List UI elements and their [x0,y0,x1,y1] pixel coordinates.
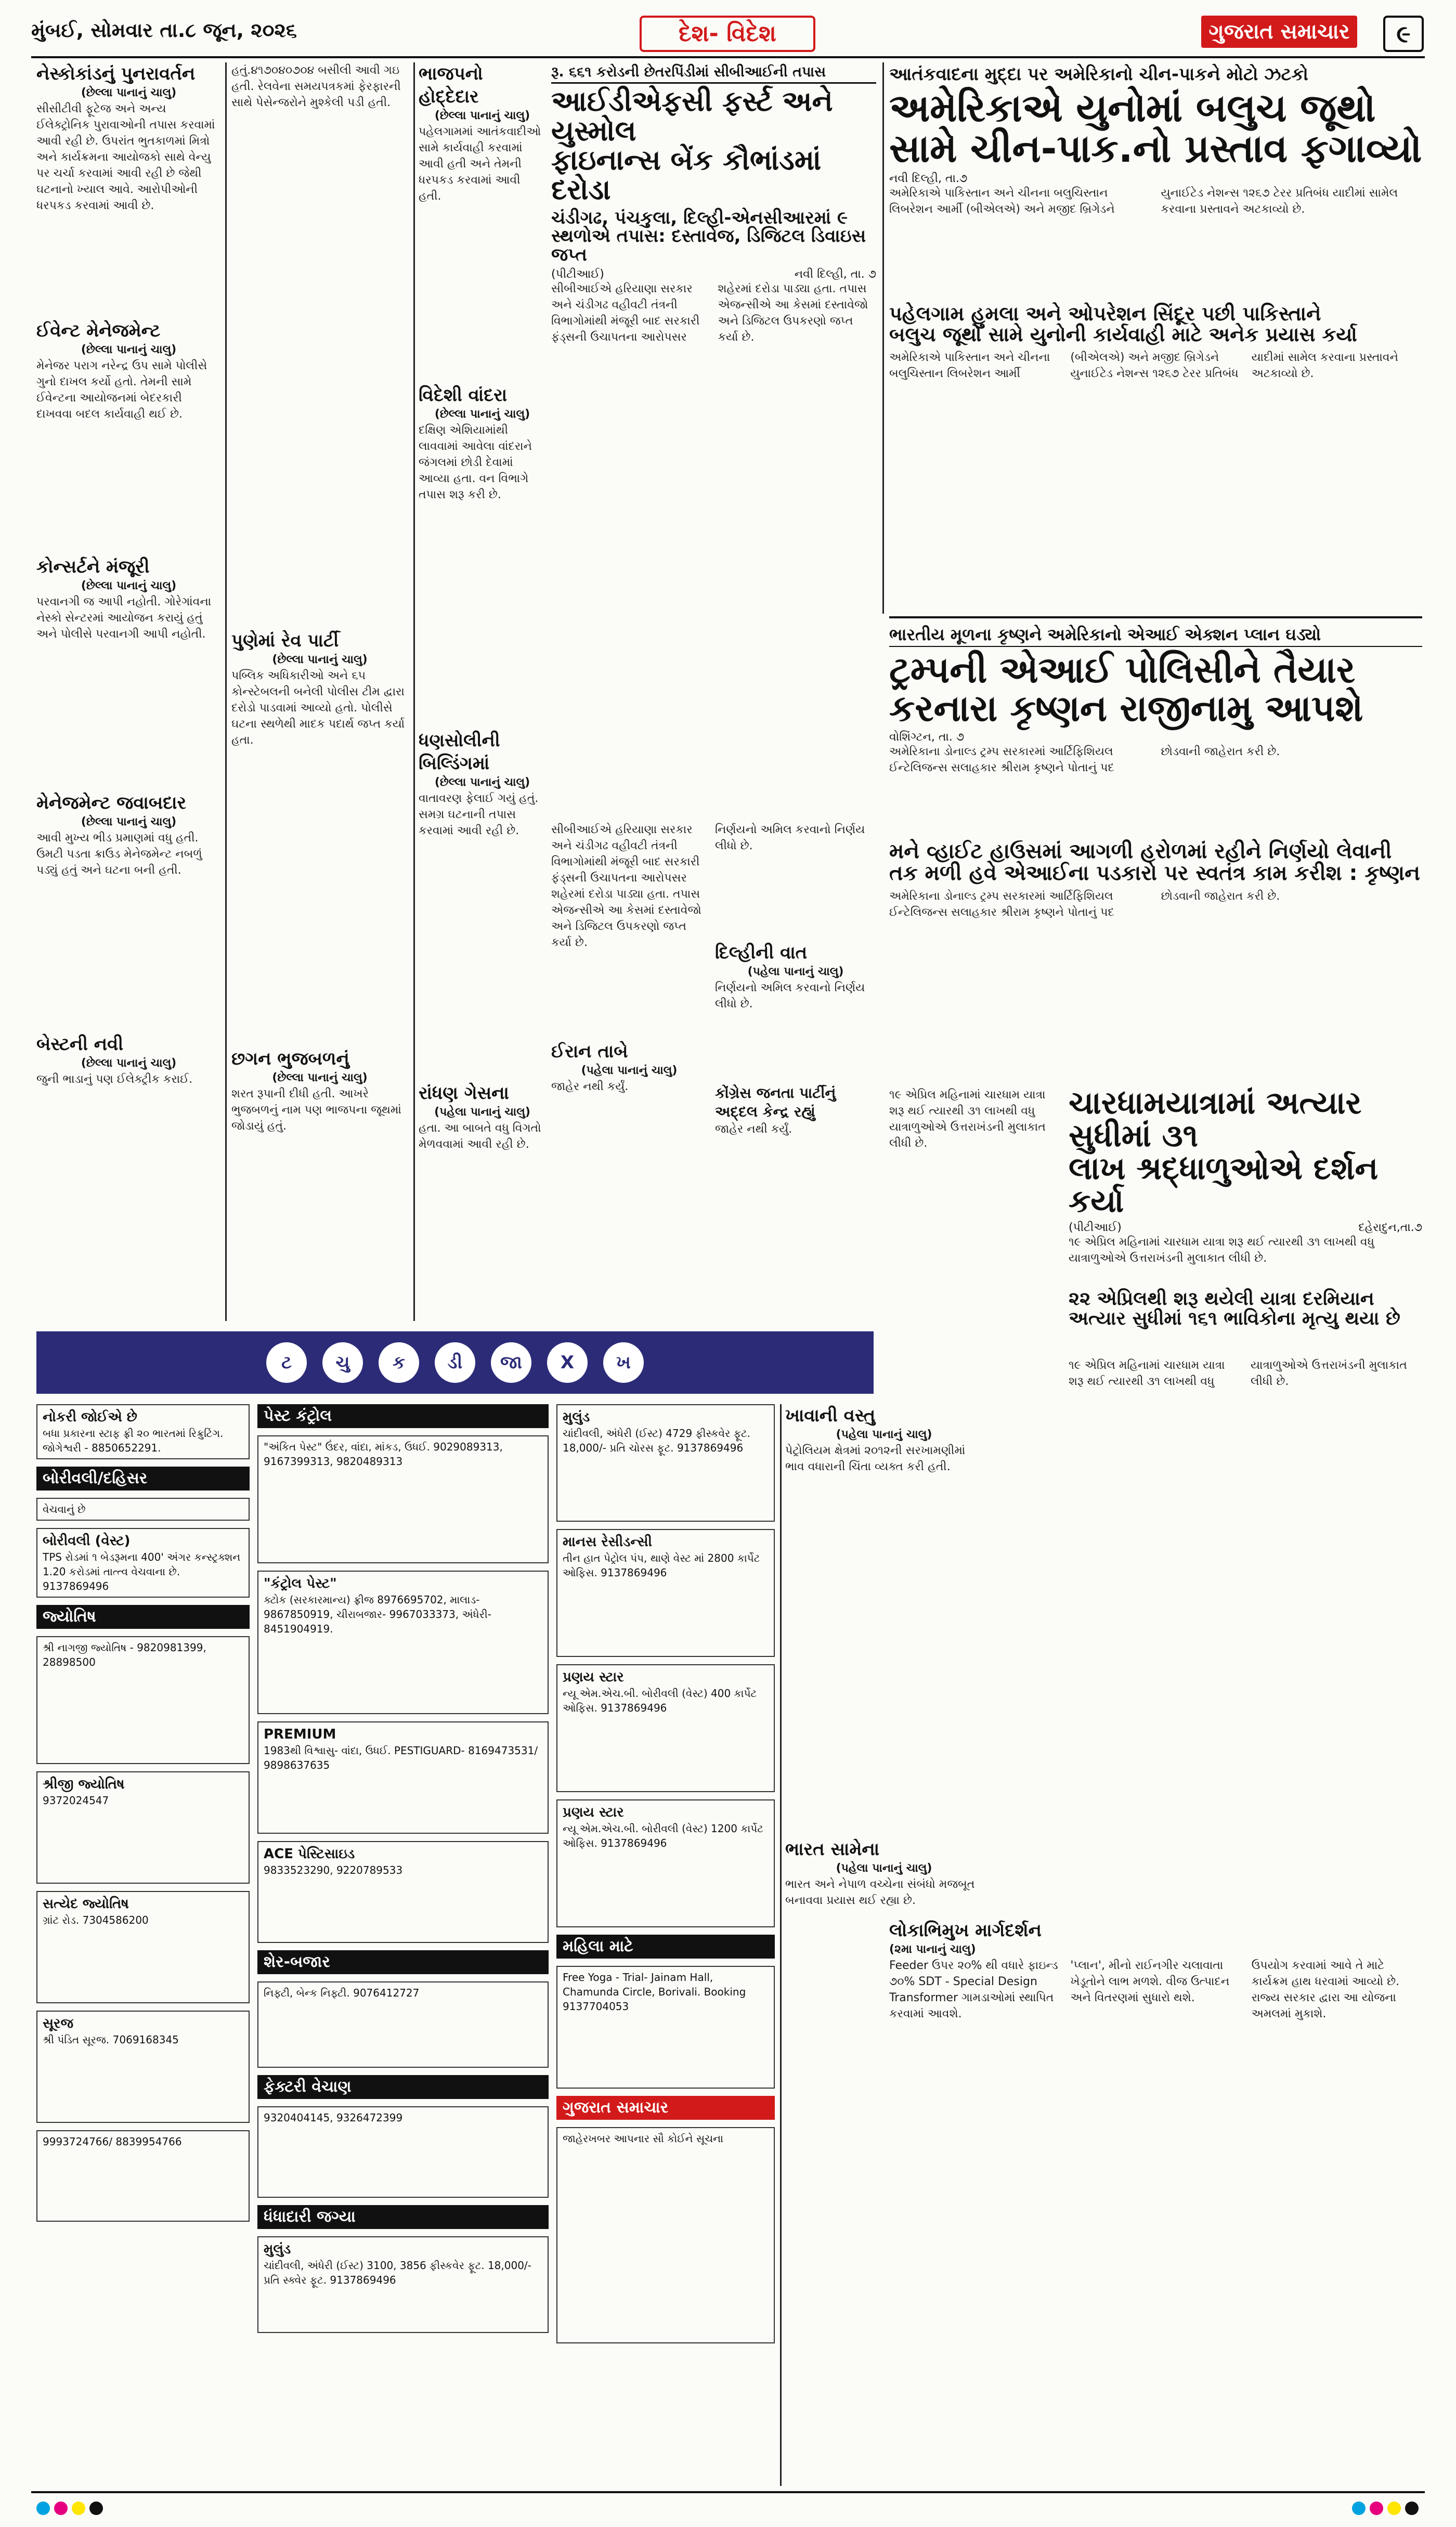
column-1 [36,62,221,1103]
article-text: ભારત અને નેપાળ વચ્ચેના સંબંધો મજબૂત બનાવવા પ્રયાસ થઈ રહ્યા છે. [785,1878,975,1907]
headline-line: ફાઇનાન્સ બેંક કૌભાંડમાં દરોડા [551,144,822,206]
article-text: વાતાવરણ ફેલાઈ ગયું હતું. સમગ્ર ઘટનાની તપાસ કરવામાં આવી રહી છે. [419,792,539,837]
column-divider [780,1404,782,2486]
story-subhead [889,304,1422,345]
headline-line: ટ્રમ્પની એઆઈ પોલિસીને તૈયાર [889,649,1356,691]
classified-ad: શ્રી નાગજી જ્યોતિષ - 9820981399, 28898500 [36,1636,250,1764]
classified-ad: સૂરજ શ્રી પંડિત સૂરજ. 7069168345 [36,2011,250,2123]
story-subhead: ૨૨ એપ્રિલથી શરૂ થયેલી યાત્રા દરમિયાન અત્યાર સુધીમાં ૧૬૧ ભાવિકોના મૃત્યુ થયા છે [1069,1288,1400,1329]
banner-letter: ડી [435,1342,475,1383]
continued-label: (છેલ્લા પાનાનું ચાલુ) [434,776,530,789]
article-heading: વિદેશી વાંદરા [419,385,508,406]
cyan-dot [36,2502,50,2515]
column-3 [419,62,546,1255]
subhead-line: પહેલગામ હુમલા અને ઓપરેશન સિંદૂર પછી પાકિસ્તાને [889,302,1321,326]
classified-heading: મહિલા માટે [556,1935,775,1959]
continued-label: (પહેલા પાનાનું ચાલુ) [581,1064,678,1077]
classified-ad: સત્યેદ જ્યોતિષ ગ્રાંટ રોડ. 7304586200 [36,1891,250,2003]
article-heading: દિલ્હીની વાત [715,942,808,963]
article-text: મેનેજર પરાગ નરેન્દ્ર ઉપ સામે પોલીસે ગુનો દાખલ કર્યો હતો. તેમની સામે ઈવેન્ટના આયોજનમાં બેદરકારી દાખવવા બદલ કાર્યવાહી થઈ છે. [36,359,207,421]
article-text: હતું.૪૧૭૦૪૦૭૦૪ બસીલી આવી ગઇ હતી. રેલવેના સમયપત્રકમાં ફેરફારની સાથે પેસેન્જરોને મુશ્કેલી પડી હતી. [231,64,401,109]
article-heading: નેસ્કોકાંડનું પુનરાવર્તન [36,63,196,84]
lead-body: સીબીઆઈએ હરિયાણા સરકાર અને ચંડીગઢ વહીવટી તંત્રની વિભાગોમાંથી મંજૂરી બાદ સરકારી ફંડ્સની ઉચાપતના આરોપસર શહેરમાં દરોડા પાડ્યા હતા. તપાસ એજન્સીએ આ કેસમાં દસ્તાવેજો અને ડિજિટલ ઉપકરણો જપ્ત કર્યા છે. [551,282,868,344]
section-rule [889,616,1422,618]
classified-ad: 9320404145, 9326472399 [257,2106,549,2198]
article-heading: ભાજપનો હોદ્દેદાર [419,63,483,107]
magenta-dot [1370,2502,1383,2515]
continued-label: (પહેલા પાનાનું ચાલુ) [836,1428,932,1441]
article-text: હતા. આ બાબતે વધુ વિગતો મેળવવામાં આવી રહી છે. [419,1122,541,1151]
classified-ad: "કંટ્રોલ પેસ્ટ" ક્ટોક (સરકારમાન્ય) ફ્રીજ 8976695702, માલાડ- 9867850919, ચીરાબજાર- 9967033373, અંધેરી- 8451904919. [257,1571,549,1714]
magenta-dot [54,2502,68,2515]
dateline: વોશિંગ્ટન, તા. ૭ [889,731,965,744]
story-body: ૧૯ એપ્રિલ મહિનામાં ચારધામ યાત્રા શરૂ થઈ ત્યારથી ૩૧ લાખથી વધુ યાત્રાળુઓએ ઉત્તરાખંડની મુલાકાત લીધી છે. [1069,1359,1407,1388]
article-heading: મેનેજમેન્ટ જવાબદાર [36,793,187,813]
subhead-line: સ્થળોએ તપાસ: દસ્તાવેજ, ડિજિટલ ડિવાઇસ જપ્ત [551,226,866,266]
pull-quote: મને વ્હાઈટ હાઉસમાં આગળી હરોળમાં રહીને નિર્ણયો લેવાની તક મળી હવે એઆઈના પડકારો પર સ્વતંત્ર કામ કરીશ : કૃષ્ણન [889,839,1420,885]
classified-heading: ધંધાદારી જગ્યા [257,2205,549,2229]
continued-label: (છેલ્લા પાનાનું ચાલુ) [81,86,177,99]
continued-label: (છેલ્લા પાનાનું ચાલુ) [81,815,177,828]
article-text: નિર્ણયનો અમિલ કરવાનો નિર્ણય લીધો છે. [715,823,865,852]
story-body: અમેરિકાના ડોનાલ્ડ ટ્રમ્પ સરકારમાં આર્ટિફિશિયલ ઈન્ટેલિજન્સ સલાહકાર શ્રીરામ કૃષ્ણને પોતાનું પદ છોડવાની જાહેરાત કરી છે. [889,890,1280,919]
classifieds-col-3 [556,1404,775,2486]
classified-ad: જાહેરખબર આપનાર સૌ કોઈને સૂચના [556,2127,775,2343]
headline-line: અમેરિકાએ યુનોમાં બલુચ જૂથો [889,86,1376,131]
classified-banner [36,1331,874,1394]
dateline: નવી દિલ્હી, તા. ૭ [794,267,876,281]
article-heading: કોન્સર્ટને મંજૂરી [36,556,150,577]
article-heading: ઈવેન્ટ મેનેજમેન્ટ [36,320,161,341]
classified-ad: મુલુંડ ચાંદીવલી, અંધેરી (ઈસ્ટ) 3100, 3856 ફીસ્કવેર ફૂટ. 18,000/- પ્રતિ સ્ક્વેર ફૂટ. 9137869496 [257,2236,549,2333]
section-title: દેશ- વિદેશ [640,16,815,52]
story-head-block [1069,1087,1422,1329]
classified-ad: પ્રણય સ્ટાર ન્યૂ એમ.એચ.બી. બોરીવલી (વેસ્ટ) 1200 કાર્પેટ ઓફિસ. 9137869496 [556,1799,775,1927]
story-kicker: ભારતીય મૂળના કૃષ્ણને અમેરિકાનો એઆઈ એક્શન પ્લાન ઘડ્યો [889,623,1422,647]
article-heading: કોંગ્રેસ જનતા પાર્ટીનું [715,1084,836,1101]
edition-date: મુંબઈ, સોમવાર તા.૮ જૂન, ૨૦૨૬ [31,19,297,42]
story-body: ૧૯ એપ્રિલ મહિનામાં ચારધામ યાત્રા શરૂ થઈ ત્યારથી ૩૧ લાખથી વધુ યાત્રાળુઓએ ઉત્તરાખંડની મુલાકાત લીધી છે. [889,1088,1046,1150]
lead-story [551,62,876,593]
footer-rule [31,2491,1425,2493]
classified-ad: માનસ રેસીડન્સી તીન હાત પેટ્રોલ પંપ, થાણે વેસ્ટ માં 2800 કાર્પેટ ઓફિસ. 9137869496 [556,1529,775,1657]
column-2 [231,62,408,1242]
lead-kicker: રૂ. ૬૬૧ કરોડની છેતરપિંડીમાં સીબીઆઈની તપાસ [551,62,876,84]
lead-subhead [551,209,876,265]
continued-label: (છેલ્લા પાનાનું ચાલુ) [434,109,530,122]
article-text: જુની ભાડાનું પણ ઈલેક્ટ્રીક કરાઈ. [36,1073,193,1086]
story-headline [889,651,1422,728]
classified-ad: પ્રણય સ્ટાર ન્યૂ એમ.એચ.બી. બોરીવલી (વેસ્ટ) 400 કાર્પેટ ઓફિસ. 9137869496 [556,1664,775,1792]
black-dot [89,2502,103,2515]
article-text: 'પ્લાન', મીનો રાઈનગીર ચલાવાતા ખેડૂતોને લાભ મળશે. વીજ ઉત્પાદન અને વિતરણમાં સુધારો થશે. [1070,1959,1230,2004]
continued-label: (પહેલા પાનાનું ચાલુ) [747,965,844,978]
article-text: સીબીઆઈએ હરિયાણા સરકાર અને ચંડીગઢ વહીવટી તંત્રની વિભાગોમાંથી મંજૂરી બાદ સરકારી ફંડ્સની ઉચાપતના આરોપસર શહેરમાં દરોડા પાડ્યા હતા. તપાસ એજન્સીએ આ કેસમાં દસ્તાવેજો અને ડિજિટલ ઉપકરણો જપ્ત કર્યા છે. [551,823,701,949]
article-heading: લોકાભિમુખ માર્ગદર્શન [889,1920,1042,1941]
continued-label: (છેલ્લા પાનાનું ચાલુ) [434,408,530,421]
yellow-dot [1387,2502,1401,2515]
banner-letter: ક [379,1342,419,1383]
article-text: પબ્લિક અધિકારીઓ અને ૬૫ કોન્સ્ટેબલની બનેલી પોલીસ ટીમ દ્વારા દરોડો પાડવામાં આવ્યો હતો. પોલીસે ઘટના સ્થળેથી માદક પદાર્થ જપ્ત કર્યા હતા. [231,669,405,747]
article-heading: બેસ્ટની નવી [36,1034,124,1055]
classified-ad: ACE પેસ્ટિસાઇડ 9833523290, 9220789533 [257,1841,549,1943]
dateline: નવી દિલ્હી, તા.૭ [889,172,968,186]
classified-ad: નિફ્ટી, બેન્ક નિફ્ટી. 9076412727 [257,1981,549,2068]
banner-letter: X [547,1342,588,1383]
continued-label: (પહેલા પાનાનું ચાલુ) [836,1862,932,1875]
classified-heading: ફેક્ટરી વેચાણ [257,2075,549,2099]
classified-ad: PREMIUM 1983થી વિશ્વાસુ- વાંદા, ઉધઈ. PESTIGUARD- 8169473531/ 9898637635 [257,1721,549,1834]
dateline: દહેરાદુન,તા.૭ [1358,1221,1422,1234]
article-text: પરવાનગી જ આપી નહોતી. ગોરેગાંવના નેસ્કો સેન્ટરમાં આયોજન કરાયું હતું અને પોલીસે પરવાનગી આપી નહોતી. [36,595,212,641]
color-registration-right [1352,2502,1419,2515]
header-rule [31,56,1425,58]
article-text: જાહેર નથી કર્યું. [551,1080,629,1093]
article-text: પેટ્રોલિયમ ક્ષેત્રમાં ૨૦૧૨ની સરખામણીમાં ભાવ વધારાની ચિંતા વ્યક્ત કરી હતી. [785,1444,966,1473]
cyan-dot [1352,2502,1366,2515]
article-heading: ભારત સામેના [785,1839,880,1860]
story-body: ૧૯ એપ્રિલ મહિનામાં ચારધામ યાત્રા શરૂ થઈ ત્યારથી ૩૧ લાખથી વધુ યાત્રાળુઓએ ઉત્તરાખંડની મુલાકાત લીધી છે. [1069,1236,1374,1265]
classifieds-col-2 [257,1404,549,2486]
masthead-logo: ગુજરાત સમાચાર [1201,16,1357,48]
article-heading: ખાવાની વસ્તુ [785,1405,876,1426]
continued-label: (૨મા પાનાનું ચાલુ) [889,1943,976,1956]
column-4-lower [551,822,707,1297]
top-right-story [889,62,1422,547]
continued-label: (છેલ્લા પાનાનું ચાલુ) [272,653,368,666]
page-number: ૯ [1383,16,1424,52]
article-heading: છગન ભુજબળનું [231,1048,349,1069]
classified-heading: ગુજરાત સમાચાર [556,2096,775,2120]
classified-heading: પેસ્ટ કંટ્રોલ [257,1404,549,1428]
story-body: અમેરિકાએ પાકિસ્તાન અને ચીનના બલુચિસ્તાન લિબરેશન આર્મી (બીએલએ) અને મજીદ બ્રિગેડને યુનાઈટેડ નેશન્સ ૧૨૬૭ ટેરર પ્રતિબંધ યાદીમાં સામેલ કરવાના પ્રસ્તાવને અટકાવ્યો છે. [889,351,1398,381]
headline-line: લાખ શ્રદ્ધાળુઓએ દર્શન કર્યા [1069,1150,1379,1220]
banner-letter: ખ [603,1342,644,1383]
classified-heading: શેર-બજાર [257,1950,549,1974]
headline-line: સામે ચીન-પાક.નો પ્રસ્તાવ ફગાવ્યો [889,126,1422,171]
headline-line: આઈડીએફસી ફર્સ્ટ અને યુસ્મોલ [551,85,833,147]
black-dot [1405,2502,1419,2515]
column-divider [225,62,227,1321]
classified-ad: શ્રીજી જ્યોતિષ 9372024547 [36,1771,250,1884]
article-heading: પુણેમાં રેવ પાર્ટી [231,630,339,651]
article-text: ઉપયોગ કરવામાં આવે તે માટે કાર્યક્રમ હાથ ધરવામાં આવ્યો છે. રાજ્ય સરકાર દ્વારા આ યોજના અમલમાં મુકાશે. [1251,1959,1400,2020]
classified-ad: Free Yoga - Trial- Jainam Hall, Chamunda Circle, Borivali. Booking 9137704053 [556,1966,775,2089]
classified-ad: વેચવાનું છે [36,1498,250,1521]
story-kicker: આતંકવાદના મુદ્દા પર અમેરિકાનો ચીન-પાકને મોટો ઝટકો [889,64,1308,85]
classified-ad: "અંકિત પેસ્ટ" ઉંદર, વાંદા, માંકડ, ઉધઈ. 9029089313, 9167399313, 9820489313 [257,1435,549,1563]
column-divider [413,62,415,1321]
story-headline [1069,1087,1422,1218]
article-heading: ઈરાન તાબે [551,1041,628,1062]
continued-label: (છેલ્લા પાનાનું ચાલુ) [81,579,177,592]
article-text: આવી મુખ્ય ભીડ પ્રમાણમાં વધુ હતી. ઉમટી પડતા ક્રાઉડ મેનેજમેન્ટ નબળું પડ્યું હતું અને ઘટના બની હતી. [36,832,202,877]
color-registration-left [36,2502,103,2515]
source-credit: (પીટીઆઈ) [1069,1221,1122,1234]
article-text: નિર્ણયનો અમિલ કરવાનો નિર્ણય લીધો છે. [715,981,865,1010]
source-credit: (પીટીઆઈ) [551,267,604,281]
article-text: સીસીટીવી ફૂટેજ અને અન્ય ઈલેક્ટ્રોનિક પુરાવાઓની તપાસ કરવામાં આવી રહી છે. ઉપરાંત ભુતકાળમાં મિત્રો અને કાર્યક્રમના આયોજકો સાથે વેન્યુ પર ચર્ચા કરવામાં આવી રહી છે જેથી ઘટનાનો ખ્યાલ આવે. આરોપીઓની ધરપકડ કરવામાં આવી છે. [36,102,215,212]
article-heading: રાંધણ ગેસના [419,1083,509,1104]
banner-letter: ટ [266,1342,307,1383]
subhead-line: બલુચ જૂથો સામે યુનોની કાર્યવાહી માટે અનેક પ્રયાસ કર્યા [889,323,1357,346]
article-text: જાહેર નથી કર્યું. [715,1123,792,1136]
lead-headline [551,87,876,205]
article-text: શરત રૂપાની દીધી હતી. આખરે ભુજબળનું નામ પણ ભાજપના જૂથમાં જોડાયું હતું. [231,1087,401,1133]
column-divider [882,62,884,614]
classified-ad: બોરીવલી (વેસ્ટ) TPS રોડમાં ૧ બેડરૂમના 400' અંગર કન્સ્ટ્રક્શન 1.20 કરોડમાં તાત્ત્વ વેચવાના છે. 9137869496 [36,1528,250,1598]
classified-ad: 9993724766/ 8839954766 [36,2130,250,2222]
classified-heading: બોરીવલી/દહિસર [36,1467,250,1491]
article-text: પહેલગામમાં આતંકવાદીઓ સામે કાર્યવાહી કરવામાં આવી હતી અને તેમની ધરપકડ કરવામાં આવી હતી. [419,125,541,203]
column-5-lower [715,822,876,1293]
story-headline [889,88,1422,169]
banner-letter: ચુ [322,1342,363,1383]
continued-label: (છેલ્લા પાનાનું ચાલુ) [81,343,177,356]
article-text: દક્ષિણ એશિયામાંથી લાવવામાં આવેલા વાંદરાને જંગલમાં છોડી દેવામાં આવ્યા હતા. વન વિભાગે તપાસ શરૂ કરી છે. [419,424,532,501]
continued-label: (છેલ્લા પાનાનું ચાલુ) [81,1057,177,1070]
classified-heading: જ્યોતિષ [36,1605,250,1629]
margdarshan-story [889,1919,1422,2478]
article-heading: અદ્દલ કેન્દ્ર રહ્યું [715,1103,815,1120]
headline-line: ચારધામયાત્રામાં અત્યાર સુધીમાં ૩૧ [1069,1085,1362,1154]
subhead-line: ચંડીગઢ, પંચકુલા, દિલ્હી-એનસીઆરમાં ૯ [551,207,848,228]
story-body: અમેરિકાએ પાકિસ્તાન અને ચીનના બલુચિસ્તાન લિબરેશન આર્મી (બીએલએ) અને મજીદ બ્રિગેડને યુનાઈટેડ નેશન્સ ૧૨૬૭ ટેરર પ્રતિબંધ યાદીમાં સામેલ કરવાના પ્રસ્તાવને અટકાવ્યો છે. [889,187,1398,216]
classified-ad: નોકરી જોઈએ છે બધા પ્રકારના સ્ટાફ ફ્રી ૨૦ ભારતમાં રિક્રુટિંગ. જોગેશ્વરી - 8850652291. [36,1404,250,1459]
classified-ad: મુલુંડ ચાંદીવલી, અંધેરી (ઈસ્ટ) 4729 ફીસ્કવેર ફૂટ. 18,000/- પ્રતિ ચોરસ ફૂટ. 9137869496 [556,1404,775,1522]
story-body: અમેરિકાના ડોનાલ્ડ ટ્રમ્પ સરકારમાં આર્ટિફિશિયલ ઈન્ટેલિજન્સ સલાહકાર શ્રીરામ કૃષ્ણને પોતાનું પદ છોડવાની જાહેરાત કરી છે. [889,745,1280,774]
headline-line: કરનારા કૃષ્ણન રાજીનામુ આપશે [889,686,1363,730]
continued-label: (પહેલા પાનાનું ચાલુ) [434,1106,530,1119]
article-text: Feeder ઉપર ૨૦% થી વધારે ફાઇન્ડ ૭૦% SDT - Special Design Transformer ગામડાઓમાં સ્થાપિત કરવામાં આવશે. [889,1959,1058,2020]
classifieds-col-1 [36,1404,250,2486]
yellow-dot [72,2502,85,2515]
ai-policy-story [889,623,1422,1023]
banner-letter: જા [491,1342,531,1383]
article-heading: ધણસોલીની બિલ્ડિંગમાં [419,730,500,774]
continued-label: (છેલ્લા પાનાનું ચાલુ) [272,1071,368,1084]
